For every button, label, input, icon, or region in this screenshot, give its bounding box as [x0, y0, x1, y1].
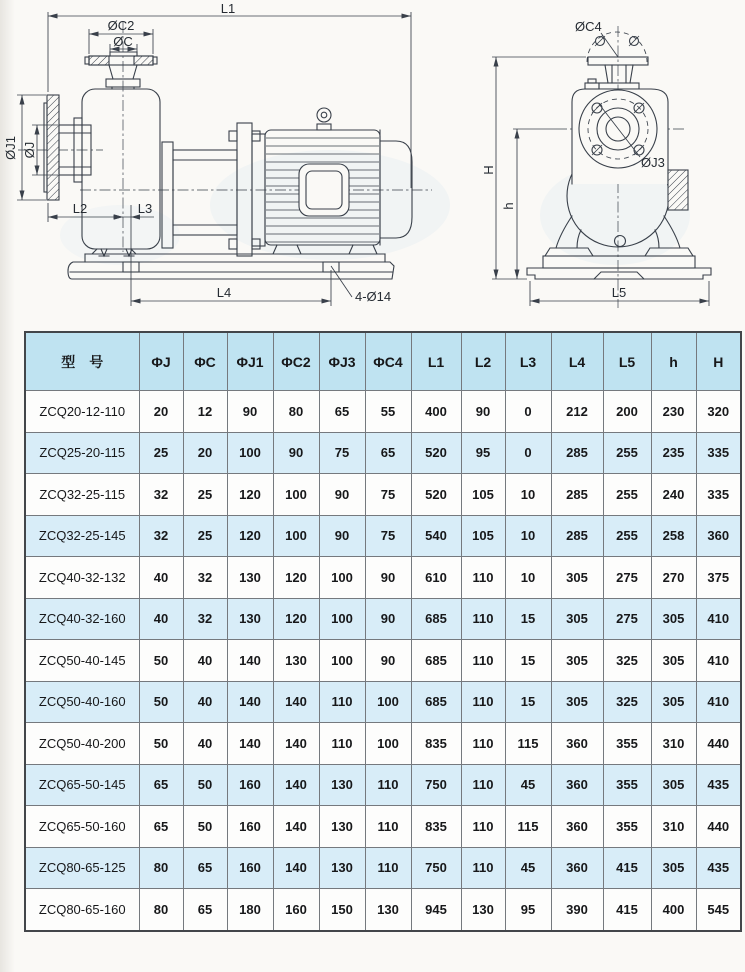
value-cell: 32 [183, 598, 227, 640]
value-cell: 540 [411, 515, 461, 557]
value-cell: 610 [411, 557, 461, 599]
value-cell: 835 [411, 806, 461, 848]
model-cell: ZCQ32-25-145 [25, 515, 139, 557]
value-cell: 520 [411, 432, 461, 474]
dim-label-J3: ØJ3 [641, 155, 665, 170]
value-cell: 130 [365, 889, 411, 931]
value-cell: 212 [551, 391, 603, 433]
value-cell: 130 [319, 847, 365, 889]
table-row [25, 723, 741, 765]
column-header-1: ΦJ [139, 332, 183, 391]
value-cell: 140 [273, 723, 319, 765]
value-cell: 75 [319, 432, 365, 474]
value-cell: 415 [603, 847, 651, 889]
value-cell: 140 [273, 847, 319, 889]
dim-label-L2: L2 [72, 201, 88, 216]
value-cell: 140 [273, 764, 319, 806]
value-cell: 275 [603, 557, 651, 599]
value-cell: 415 [603, 889, 651, 931]
value-cell: 25 [183, 515, 227, 557]
value-cell: 140 [273, 681, 319, 723]
dimension-table [24, 331, 742, 932]
model-cell: ZCQ20-12-110 [25, 391, 139, 433]
engineering-drawing [0, 0, 745, 330]
value-cell: 305 [651, 640, 696, 682]
value-cell: 50 [183, 764, 227, 806]
dim-label-C2: ØC2 [107, 18, 135, 33]
model-cell: ZCQ80-65-160 [25, 889, 139, 931]
dim-label-C: ØC [113, 34, 133, 49]
value-cell: 115 [505, 806, 551, 848]
value-cell: 110 [365, 847, 411, 889]
column-header-6: ΦC4 [365, 332, 411, 391]
value-cell: 285 [551, 432, 603, 474]
value-cell: 255 [603, 515, 651, 557]
value-cell: 20 [139, 391, 183, 433]
dim-label-L4: L4 [216, 285, 232, 300]
table-row [25, 557, 741, 599]
value-cell: 750 [411, 764, 461, 806]
value-cell: 10 [505, 557, 551, 599]
value-cell: 75 [365, 515, 411, 557]
value-cell: 110 [461, 681, 505, 723]
value-cell: 335 [696, 432, 741, 474]
bolt-holes-label: 4-Ø14 [355, 289, 392, 304]
value-cell: 945 [411, 889, 461, 931]
value-cell: 120 [273, 557, 319, 599]
value-cell: 120 [227, 515, 273, 557]
model-cell: ZCQ50-40-160 [25, 681, 139, 723]
value-cell: 410 [696, 598, 741, 640]
value-cell: 235 [651, 432, 696, 474]
value-cell: 65 [139, 764, 183, 806]
dim-label-H: H [481, 165, 496, 175]
value-cell: 545 [696, 889, 741, 931]
value-cell: 110 [365, 764, 411, 806]
dim-label-h: h [501, 202, 516, 210]
column-header-3: ΦJ1 [227, 332, 273, 391]
value-cell: 305 [651, 847, 696, 889]
value-cell: 325 [603, 681, 651, 723]
suction-flange [44, 95, 91, 200]
value-cell: 305 [551, 557, 603, 599]
value-cell: 400 [651, 889, 696, 931]
table-row [25, 764, 741, 806]
value-cell: 140 [227, 640, 273, 682]
value-cell: 400 [411, 391, 461, 433]
model-cell: ZCQ25-20-115 [25, 432, 139, 474]
value-cell: 180 [227, 889, 273, 931]
value-cell: 335 [696, 474, 741, 516]
value-cell: 110 [461, 806, 505, 848]
value-cell: 100 [365, 681, 411, 723]
value-cell: 435 [696, 847, 741, 889]
value-cell: 25 [183, 474, 227, 516]
model-cell: ZCQ50-40-145 [25, 640, 139, 682]
value-cell: 15 [505, 681, 551, 723]
value-cell: 65 [365, 432, 411, 474]
value-cell: 65 [319, 391, 365, 433]
table-header-row [25, 332, 741, 391]
table-row [25, 889, 741, 931]
pump-front-view [481, 19, 711, 308]
value-cell: 435 [696, 764, 741, 806]
model-cell: ZCQ80-65-125 [25, 847, 139, 889]
value-cell: 130 [227, 557, 273, 599]
value-cell: 0 [505, 391, 551, 433]
model-cell: ZCQ50-40-200 [25, 723, 139, 765]
column-header-10: L4 [551, 332, 603, 391]
value-cell: 375 [696, 557, 741, 599]
value-cell: 285 [551, 474, 603, 516]
value-cell: 45 [505, 764, 551, 806]
value-cell: 440 [696, 723, 741, 765]
column-header-4: ΦC2 [273, 332, 319, 391]
value-cell: 20 [183, 432, 227, 474]
value-cell: 40 [183, 723, 227, 765]
value-cell: 258 [651, 515, 696, 557]
value-cell: 410 [696, 640, 741, 682]
side-pad [668, 170, 688, 210]
dim-label-C4: ØC4 [575, 19, 602, 34]
value-cell: 305 [551, 681, 603, 723]
table-row [25, 681, 741, 723]
value-cell: 12 [183, 391, 227, 433]
value-cell: 100 [273, 474, 319, 516]
value-cell: 65 [183, 889, 227, 931]
value-cell: 90 [319, 515, 365, 557]
table-row [25, 432, 741, 474]
value-cell: 120 [227, 474, 273, 516]
model-cell: ZCQ65-50-145 [25, 764, 139, 806]
value-cell: 240 [651, 474, 696, 516]
value-cell: 65 [183, 847, 227, 889]
value-cell: 40 [139, 557, 183, 599]
table-row [25, 640, 741, 682]
value-cell: 130 [319, 806, 365, 848]
value-cell: 305 [651, 681, 696, 723]
value-cell: 0 [505, 432, 551, 474]
value-cell: 65 [139, 806, 183, 848]
value-cell: 80 [139, 847, 183, 889]
value-cell: 200 [603, 391, 651, 433]
value-cell: 140 [227, 723, 273, 765]
value-cell: 520 [411, 474, 461, 516]
table-row [25, 806, 741, 848]
column-header-9: L3 [505, 332, 551, 391]
value-cell: 750 [411, 847, 461, 889]
value-cell: 110 [461, 847, 505, 889]
column-header-7: L1 [411, 332, 461, 391]
value-cell: 440 [696, 806, 741, 848]
value-cell: 110 [365, 806, 411, 848]
value-cell: 90 [227, 391, 273, 433]
value-cell: 50 [139, 681, 183, 723]
value-cell: 120 [273, 598, 319, 640]
value-cell: 110 [461, 723, 505, 765]
discharge-flange [85, 52, 157, 89]
value-cell: 310 [651, 806, 696, 848]
model-cell: ZCQ65-50-160 [25, 806, 139, 848]
value-cell: 100 [319, 557, 365, 599]
value-cell: 15 [505, 598, 551, 640]
value-cell: 410 [696, 681, 741, 723]
column-header-5: ΦJ3 [319, 332, 365, 391]
model-cell: ZCQ40-32-132 [25, 557, 139, 599]
value-cell: 355 [603, 723, 651, 765]
model-cell: ZCQ32-25-115 [25, 474, 139, 516]
dim-label-L5: L5 [611, 285, 627, 300]
value-cell: 100 [365, 723, 411, 765]
value-cell: 95 [505, 889, 551, 931]
table-row [25, 474, 741, 516]
value-cell: 105 [461, 474, 505, 516]
column-header-2: ΦC [183, 332, 227, 391]
value-cell: 25 [139, 432, 183, 474]
value-cell: 130 [461, 889, 505, 931]
value-cell: 40 [183, 681, 227, 723]
value-cell: 110 [461, 598, 505, 640]
dim-label-L1: L1 [220, 1, 236, 16]
value-cell: 305 [651, 598, 696, 640]
value-cell: 305 [551, 640, 603, 682]
value-cell: 685 [411, 598, 461, 640]
value-cell: 255 [603, 474, 651, 516]
value-cell: 140 [227, 681, 273, 723]
table-row [25, 391, 741, 433]
dim-label-L3: L3 [137, 201, 153, 216]
value-cell: 310 [651, 723, 696, 765]
value-cell: 160 [227, 847, 273, 889]
value-cell: 255 [603, 432, 651, 474]
value-cell: 160 [227, 764, 273, 806]
value-cell: 40 [183, 640, 227, 682]
value-cell: 110 [461, 557, 505, 599]
table-row [25, 515, 741, 557]
value-cell: 360 [551, 764, 603, 806]
value-cell: 115 [505, 723, 551, 765]
table-row [25, 598, 741, 640]
model-cell: ZCQ40-32-160 [25, 598, 139, 640]
value-cell: 355 [603, 764, 651, 806]
value-cell: 90 [319, 474, 365, 516]
dim-label-J1: ØJ1 [3, 136, 18, 160]
value-cell: 100 [319, 598, 365, 640]
value-cell: 270 [651, 557, 696, 599]
value-cell: 32 [139, 474, 183, 516]
value-cell: 320 [696, 391, 741, 433]
value-cell: 100 [273, 515, 319, 557]
value-cell: 100 [319, 640, 365, 682]
value-cell: 275 [603, 598, 651, 640]
table-header [25, 332, 741, 391]
value-cell: 160 [227, 806, 273, 848]
value-cell: 140 [273, 806, 319, 848]
value-cell: 55 [365, 391, 411, 433]
value-cell: 32 [183, 557, 227, 599]
value-cell: 80 [139, 889, 183, 931]
value-cell: 360 [551, 806, 603, 848]
column-header-13: H [696, 332, 741, 391]
value-cell: 110 [319, 681, 365, 723]
lifting-eye [317, 108, 331, 122]
column-header-12: h [651, 332, 696, 391]
value-cell: 10 [505, 515, 551, 557]
value-cell: 50 [139, 640, 183, 682]
value-cell: 110 [461, 764, 505, 806]
value-cell: 15 [505, 640, 551, 682]
value-cell: 95 [461, 432, 505, 474]
value-cell: 90 [273, 432, 319, 474]
column-header-11: L5 [603, 332, 651, 391]
column-header-0: 型 号 [25, 332, 139, 391]
value-cell: 32 [139, 515, 183, 557]
value-cell: 325 [603, 640, 651, 682]
value-cell: 90 [461, 391, 505, 433]
dim-label-J: ØJ [22, 141, 37, 159]
value-cell: 130 [227, 598, 273, 640]
value-cell: 105 [461, 515, 505, 557]
value-cell: 110 [461, 640, 505, 682]
value-cell: 10 [505, 474, 551, 516]
value-cell: 160 [273, 889, 319, 931]
value-cell: 110 [319, 723, 365, 765]
table-row [25, 847, 741, 889]
value-cell: 305 [651, 764, 696, 806]
value-cell: 75 [365, 474, 411, 516]
value-cell: 150 [319, 889, 365, 931]
value-cell: 50 [139, 723, 183, 765]
value-cell: 90 [365, 557, 411, 599]
value-cell: 90 [365, 598, 411, 640]
value-cell: 685 [411, 681, 461, 723]
column-header-8: L2 [461, 332, 505, 391]
value-cell: 130 [319, 764, 365, 806]
value-cell: 285 [551, 515, 603, 557]
value-cell: 305 [551, 598, 603, 640]
value-cell: 50 [183, 806, 227, 848]
value-cell: 100 [227, 432, 273, 474]
table-body [25, 391, 741, 931]
value-cell: 130 [273, 640, 319, 682]
value-cell: 90 [365, 640, 411, 682]
value-cell: 360 [696, 515, 741, 557]
value-cell: 230 [651, 391, 696, 433]
value-cell: 835 [411, 723, 461, 765]
value-cell: 80 [273, 391, 319, 433]
value-cell: 360 [551, 847, 603, 889]
value-cell: 360 [551, 723, 603, 765]
value-cell: 355 [603, 806, 651, 848]
value-cell: 685 [411, 640, 461, 682]
value-cell: 45 [505, 847, 551, 889]
value-cell: 40 [139, 598, 183, 640]
value-cell: 390 [551, 889, 603, 931]
